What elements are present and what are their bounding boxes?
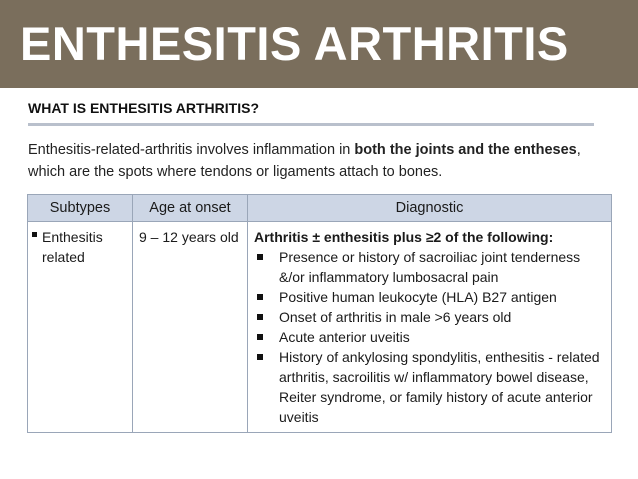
square-bullet-icon: [257, 314, 263, 320]
table-header-row: [28, 195, 612, 222]
square-bullet-icon: [257, 254, 263, 260]
square-bullet-icon: [257, 294, 263, 300]
square-bullet-icon: [32, 232, 37, 237]
criterion-text: Acute anterior uveitis: [279, 329, 410, 345]
title-banner: [0, 0, 638, 88]
intro-bold-text: both the joints and the entheses: [354, 142, 577, 158]
list-item: [254, 287, 605, 307]
criterion-text: Positive human leukocyte (HLA) B27 antigen: [279, 289, 557, 305]
diagnostic-cell: [248, 222, 612, 433]
criterion-text: History of ankylosing spondylitis, enthesitis - related arthritis, sacroilitis w/ inflammatory bowel disease, Reiter syndrome, or family history of acute anterior uveitis: [279, 349, 600, 425]
square-bullet-icon: [257, 354, 263, 360]
subtype-value: Enthesitis related: [42, 229, 103, 265]
intro-text-1: Enthesitis-related-arthritis involves inflammation in: [28, 142, 355, 158]
header-diagnostic: Diagnostic: [248, 195, 612, 222]
header-subtypes: Subtypes: [28, 195, 133, 222]
diagnostic-table: [27, 194, 612, 433]
slide-title: ENTHESITIS ARTHRITIS: [20, 17, 569, 70]
intro-text-2: , which are the spots where tendons or ligaments attach to bones.: [28, 142, 581, 180]
age-cell: [133, 222, 248, 433]
square-bullet-icon: [257, 334, 263, 340]
list-item: [254, 347, 605, 427]
age-value: 9 – 12 years old: [139, 229, 239, 245]
criteria-list: [254, 247, 605, 427]
list-item: [254, 307, 605, 327]
table-row: [28, 222, 612, 433]
intro-paragraph: [28, 139, 608, 183]
list-item: [254, 327, 605, 347]
section-heading: WHAT IS ENTHESITIS ARTHRITIS?: [28, 100, 259, 116]
criterion-text: Onset of arthritis in male >6 years old: [279, 309, 512, 325]
header-age-at-onset: Age at onset: [133, 195, 248, 222]
heading-divider: [28, 123, 594, 126]
subtype-cell: [28, 222, 133, 433]
diagnostic-lead: Arthritis ± enthesitis plus ≥2 of the following:: [254, 229, 554, 245]
criterion-text: Presence or history of sacroiliac joint tenderness &/or inflammatory lumbosacral pain: [279, 249, 581, 285]
list-item: [254, 247, 605, 287]
